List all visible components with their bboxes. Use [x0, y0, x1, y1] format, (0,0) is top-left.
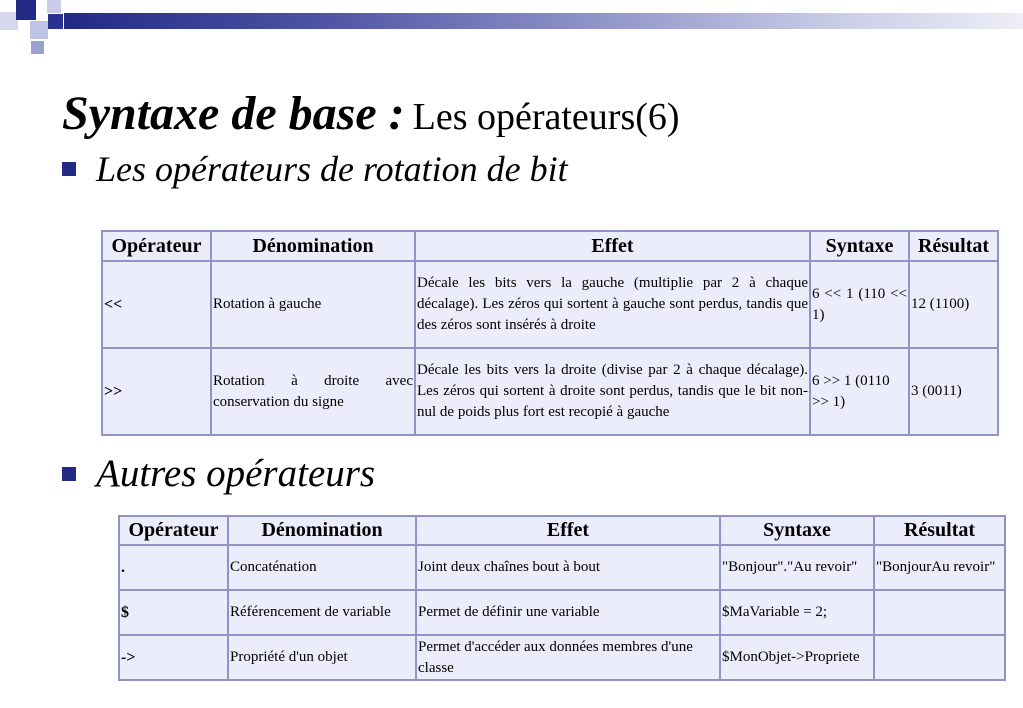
- header-cell: Effet: [416, 516, 720, 545]
- operator-cell: <<: [102, 261, 211, 348]
- table-header-row: [119, 516, 1005, 545]
- denomination-cell: Concaténation: [228, 545, 416, 590]
- rotation-operators-table: [101, 230, 999, 436]
- decor-square: [48, 14, 63, 29]
- table-row: [102, 261, 998, 348]
- result-cell: 12 (1100): [909, 261, 998, 348]
- header-cell: Dénomination: [211, 231, 415, 261]
- table-row: [119, 545, 1005, 590]
- square-bullet-icon: [62, 467, 76, 481]
- syntax-cell: 6 >> 1 (0110 >> 1): [810, 348, 909, 435]
- header-cell: Dénomination: [228, 516, 416, 545]
- decor-square: [30, 21, 48, 39]
- header-cell: Effet: [415, 231, 810, 261]
- slide-title-sub: Les opérateurs(6): [412, 96, 680, 138]
- bullet-rotation-text: Les opérateurs de rotation de bit: [96, 149, 568, 189]
- table-row: [119, 635, 1005, 680]
- result-cell: "BonjourAu revoir": [874, 545, 1005, 590]
- bullet-rotation: [62, 148, 568, 190]
- header-cell: Opérateur: [119, 516, 228, 545]
- header-cell: Opérateur: [102, 231, 211, 261]
- denomination-cell: Rotation à gauche: [211, 261, 415, 348]
- decor-square: [47, 0, 61, 13]
- effect-cell: Joint deux chaînes bout à bout: [416, 545, 720, 590]
- syntax-cell: 6 << 1 (110 << 1): [810, 261, 909, 348]
- result-cell: [874, 590, 1005, 635]
- denomination-cell: Rotation à droite avec conservation du signe: [211, 348, 415, 435]
- square-bullet-icon: [62, 162, 76, 176]
- result-cell: 3 (0011): [909, 348, 998, 435]
- table-row: [102, 348, 998, 435]
- denomination-cell: Référencement de variable: [228, 590, 416, 635]
- decor-square: [31, 41, 44, 54]
- bullet-other-text: Autres opérateurs: [96, 452, 376, 495]
- effect-cell: Permet d'accéder aux données membres d'une classe: [416, 635, 720, 680]
- header-cell: Syntaxe: [720, 516, 874, 545]
- syntax-cell: "Bonjour"."Au revoir": [720, 545, 874, 590]
- result-cell: [874, 635, 1005, 680]
- operator-cell: >>: [102, 348, 211, 435]
- table-row: [119, 590, 1005, 635]
- header-cell: Syntaxe: [810, 231, 909, 261]
- slide-title: [62, 87, 680, 140]
- bullet-other: [62, 451, 375, 496]
- effect-cell: Décale les bits vers la gauche (multiplie par 2 à chaque décalage). Les zéros qui sortent à gauche sont perdus, tandis que des zéros sont insérés à droite: [415, 261, 810, 348]
- slide-title-main: Syntaxe de base :: [62, 87, 405, 140]
- effect-cell: Permet de définir une variable: [416, 590, 720, 635]
- syntax-cell: $MonObjet->Propriete: [720, 635, 874, 680]
- other-operators-table: [118, 515, 1006, 681]
- effect-cell: Décale les bits vers la droite (divise par 2 à chaque décalage). Les zéros qui sortent à droite sont perdus, tandis que le bit non-nul de poids plus fort est recopié à gauche: [415, 348, 810, 435]
- header-cell: Résultat: [909, 231, 998, 261]
- syntax-cell: $MaVariable = 2;: [720, 590, 874, 635]
- operator-cell: ->: [119, 635, 228, 680]
- decor-square: [16, 0, 36, 20]
- operator-cell: .: [119, 545, 228, 590]
- denomination-cell: Propriété d'un objet: [228, 635, 416, 680]
- operator-cell: $: [119, 590, 228, 635]
- header-gradient-bar: [64, 13, 1023, 29]
- table-header-row: [102, 231, 998, 261]
- header-cell: Résultat: [874, 516, 1005, 545]
